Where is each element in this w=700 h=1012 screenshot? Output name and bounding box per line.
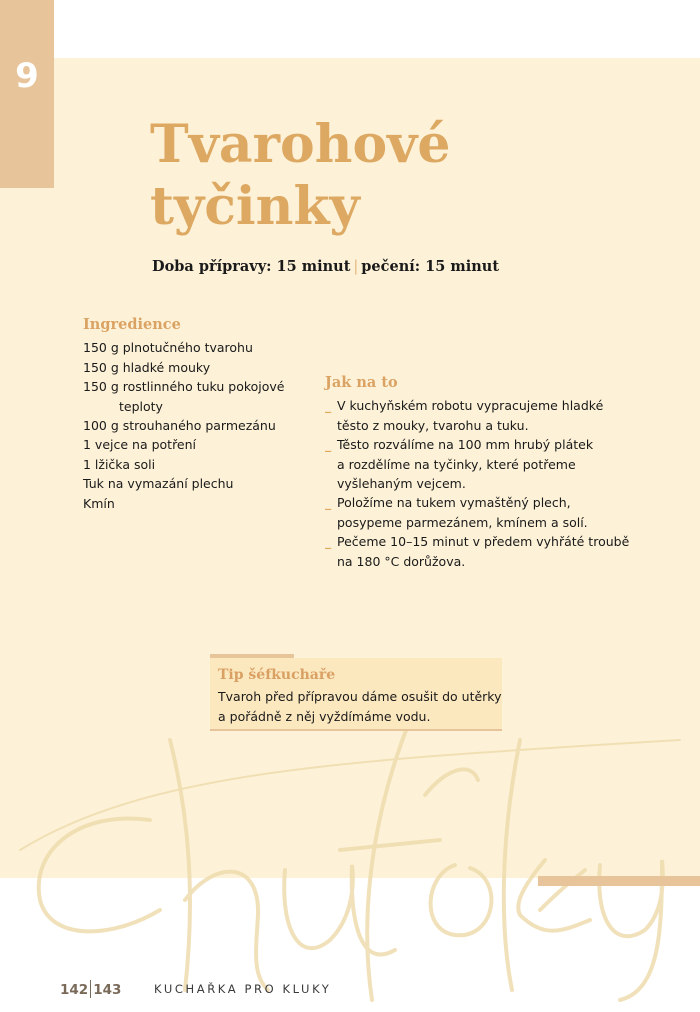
ingredient-item: 150 g rostlinného tuku pokojové: [83, 379, 285, 395]
tip-text: [218, 687, 502, 726]
tip-title: Tip šéfkuchaře: [218, 667, 336, 683]
step-line: Těsto rozválíme na 100 mm hrubý plátek: [337, 437, 594, 453]
step-line: Pečeme 10–15 minut v předem vyhřáté troubě: [337, 534, 630, 550]
ingredients-heading: Ingredience: [83, 316, 181, 333]
recipe-title-line2: tyčinky: [150, 176, 360, 237]
recipe-title: [150, 114, 450, 238]
recipe-title-line1: Tvarohové: [150, 114, 451, 175]
method-step: [325, 532, 635, 571]
ingredient-item: 150 g plnotučného tvarohu: [83, 340, 253, 356]
step-line: a rozdělíme na tyčinky, které potřeme: [337, 456, 576, 472]
method-step: [325, 435, 635, 493]
chapter-tab: [0, 0, 54, 188]
step-bullet: _: [325, 437, 332, 453]
meta-separator: |: [353, 259, 359, 275]
prep-time: Doba přípravy: 15 minut: [152, 258, 351, 275]
method-step: [325, 396, 635, 435]
step-line: na 180 °C dorůžova.: [337, 553, 466, 569]
tip-bottom-rule: [210, 729, 502, 731]
step-line: těsto z mouky, tvarohu a tuku.: [337, 417, 529, 433]
ingredient-item: 100 g strouhaného parmezánu: [83, 418, 276, 434]
page-numbers: [60, 980, 121, 998]
tip-line: a pořádně z něj vyždímáme vodu.: [218, 708, 431, 724]
tip-line: Tvaroh před přípravou dáme osušit do utěrky: [218, 689, 502, 704]
ingredient-item: Tuk na vymazání plechu: [83, 476, 234, 492]
ingredients-list: [83, 338, 313, 513]
ingredient-item: 1 vejce na potření: [83, 437, 197, 453]
step-bullet: _: [325, 534, 332, 550]
ingredient-item-continuation: teploty: [119, 398, 163, 414]
method-step: [325, 493, 635, 532]
step-line: V kuchyňském robotu vypracujeme hladké: [337, 398, 604, 414]
ingredient-item: 150 g hladké mouky: [83, 359, 211, 375]
recipe-meta: [152, 258, 499, 275]
book-title: KUCHAŘKA PRO KLUKY: [154, 982, 332, 996]
step-line: Položíme na tukem vymaštěný plech,: [337, 495, 571, 511]
step-bullet: _: [325, 398, 332, 414]
page-number-left: 142: [60, 982, 89, 998]
chapter-number: 9: [15, 56, 39, 96]
ingredient-item: Kmín: [83, 495, 115, 511]
ingredients-section: [83, 315, 313, 513]
script-watermark: [0, 700, 700, 1012]
method-section: [325, 373, 635, 571]
ingredient-item: 1 lžička soli: [83, 456, 156, 472]
page-divider: [90, 980, 91, 998]
step-line: posypeme parmezánem, kmínem a solí.: [337, 514, 588, 530]
step-line: vyšlehaným vejcem.: [337, 476, 466, 492]
bake-time: pečení: 15 minut: [361, 258, 500, 275]
footer-accent-bar: [538, 876, 700, 886]
method-steps: [325, 396, 635, 571]
page-number-right: 143: [93, 982, 122, 998]
method-heading: Jak na to: [325, 374, 398, 391]
tip-box: [210, 658, 502, 730]
step-bullet: _: [325, 495, 332, 511]
